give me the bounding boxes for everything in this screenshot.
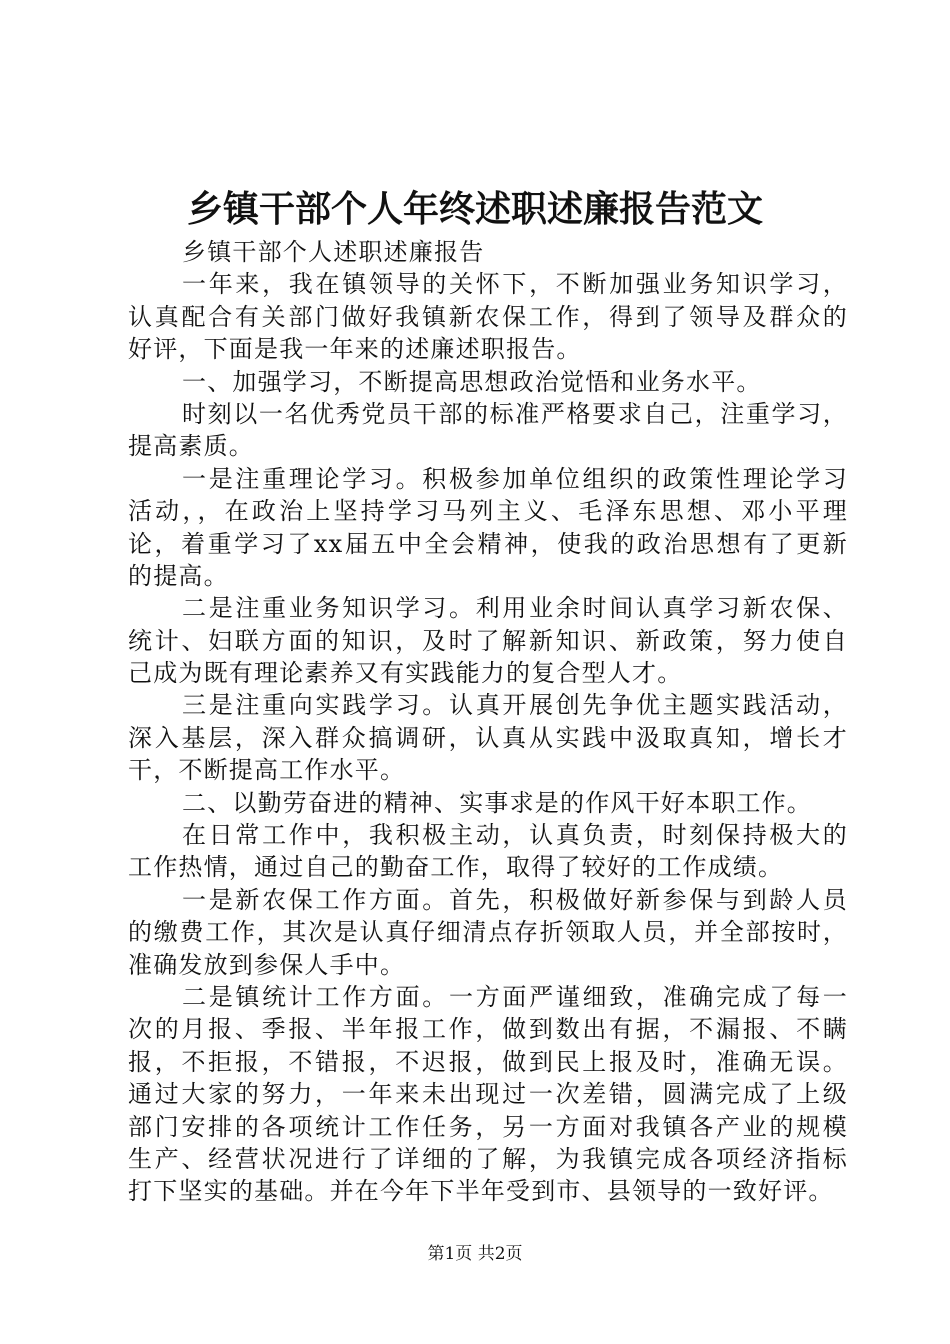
body-line: 次的月报、季报、半年报工作，做到数出有据，不漏报、不瞒 <box>128 1015 848 1044</box>
body-line: 的提高。 <box>128 561 229 590</box>
document-title: 乡镇干部个人年终述职述廉报告范文 <box>186 188 763 230</box>
body-line: 报，不拒报，不错报，不迟报，做到民上报及时，准确无误。 <box>128 1047 848 1076</box>
body-line: 提高素质。 <box>128 432 254 461</box>
body-line: 二是注重业务知识学习。利用业余时间认真学习新农保、 <box>182 594 848 623</box>
body-line: 工作热情，通过自己的勤奋工作，取得了较好的工作成绩。 <box>128 853 784 882</box>
body-line: 部门安排的各项统计工作任务，另一方面对我镇各产业的规模 <box>128 1112 848 1141</box>
body-line: 打下坚实的基础。并在今年下半年受到市、县领导的一致好评。 <box>128 1177 834 1206</box>
body-line: 一、加强学习，不断提高思想政治觉悟和业务水平。 <box>182 367 762 396</box>
document-body <box>128 236 848 1208</box>
body-line: 己成为既有理论素养又有实践能力的复合型人才。 <box>128 659 683 688</box>
body-line: 深入基层，深入群众搞调研，认真从实践中汲取真知，增长才 <box>128 723 848 752</box>
body-line: 好评，下面是我一年来的述廉述职报告。 <box>128 335 582 364</box>
body-line: 准确发放到参保人手中。 <box>128 950 406 979</box>
body-line: 生产、经营状况进行了详细的了解，为我镇完成各项经济指标 <box>128 1144 848 1173</box>
body-line: 一是注重理论学习。积极参加单位组织的政策性理论学习 <box>182 464 848 493</box>
body-line: 二、以勤劳奋进的精神、实事求是的作风干好本职工作。 <box>182 788 812 817</box>
page-footer: 第1页 共2页 <box>427 1244 523 1264</box>
body-line: 乡镇干部个人述职述廉报告 <box>182 238 485 266</box>
body-line: 统计、妇联方面的知识，及时了解新知识、新政策，努力使自 <box>128 626 848 655</box>
body-line: 干，不断提高工作水平。 <box>128 756 406 785</box>
body-line: 活动，，在政治上坚持学习马列主义、毛泽东思想、邓小平理 <box>128 497 848 526</box>
body-line: 通过大家的努力，一年来未出现过一次差错，圆满完成了上级 <box>128 1080 848 1109</box>
body-line: 在日常工作中，我积极主动，认真负责，时刻保持极大的 <box>182 821 848 850</box>
body-line: 二是镇统计工作方面。一方面严谨细致，准确完成了每一 <box>182 982 848 1011</box>
body-line: 三是注重向实践学习。认真开展创先争优主题实践活动， <box>182 691 848 720</box>
body-line: 论，着重学习了xx届五中全会精神，使我的政治思想有了更新 <box>128 529 848 558</box>
body-line: 一年来，我在镇领导的关怀下，不断加强业务知识学习， <box>182 270 848 299</box>
body-line: 的缴费工作，其次是认真仔细清点存折领取人员，并全部按时， <box>128 918 848 947</box>
body-line: 一是新农保工作方面。首先，积极做好新参保与到龄人员 <box>182 885 848 914</box>
body-line: 时刻以一名优秀党员干部的标准严格要求自己，注重学习， <box>182 399 848 428</box>
body-line: 认真配合有关部门做好我镇新农保工作，得到了领导及群众的 <box>128 302 848 331</box>
